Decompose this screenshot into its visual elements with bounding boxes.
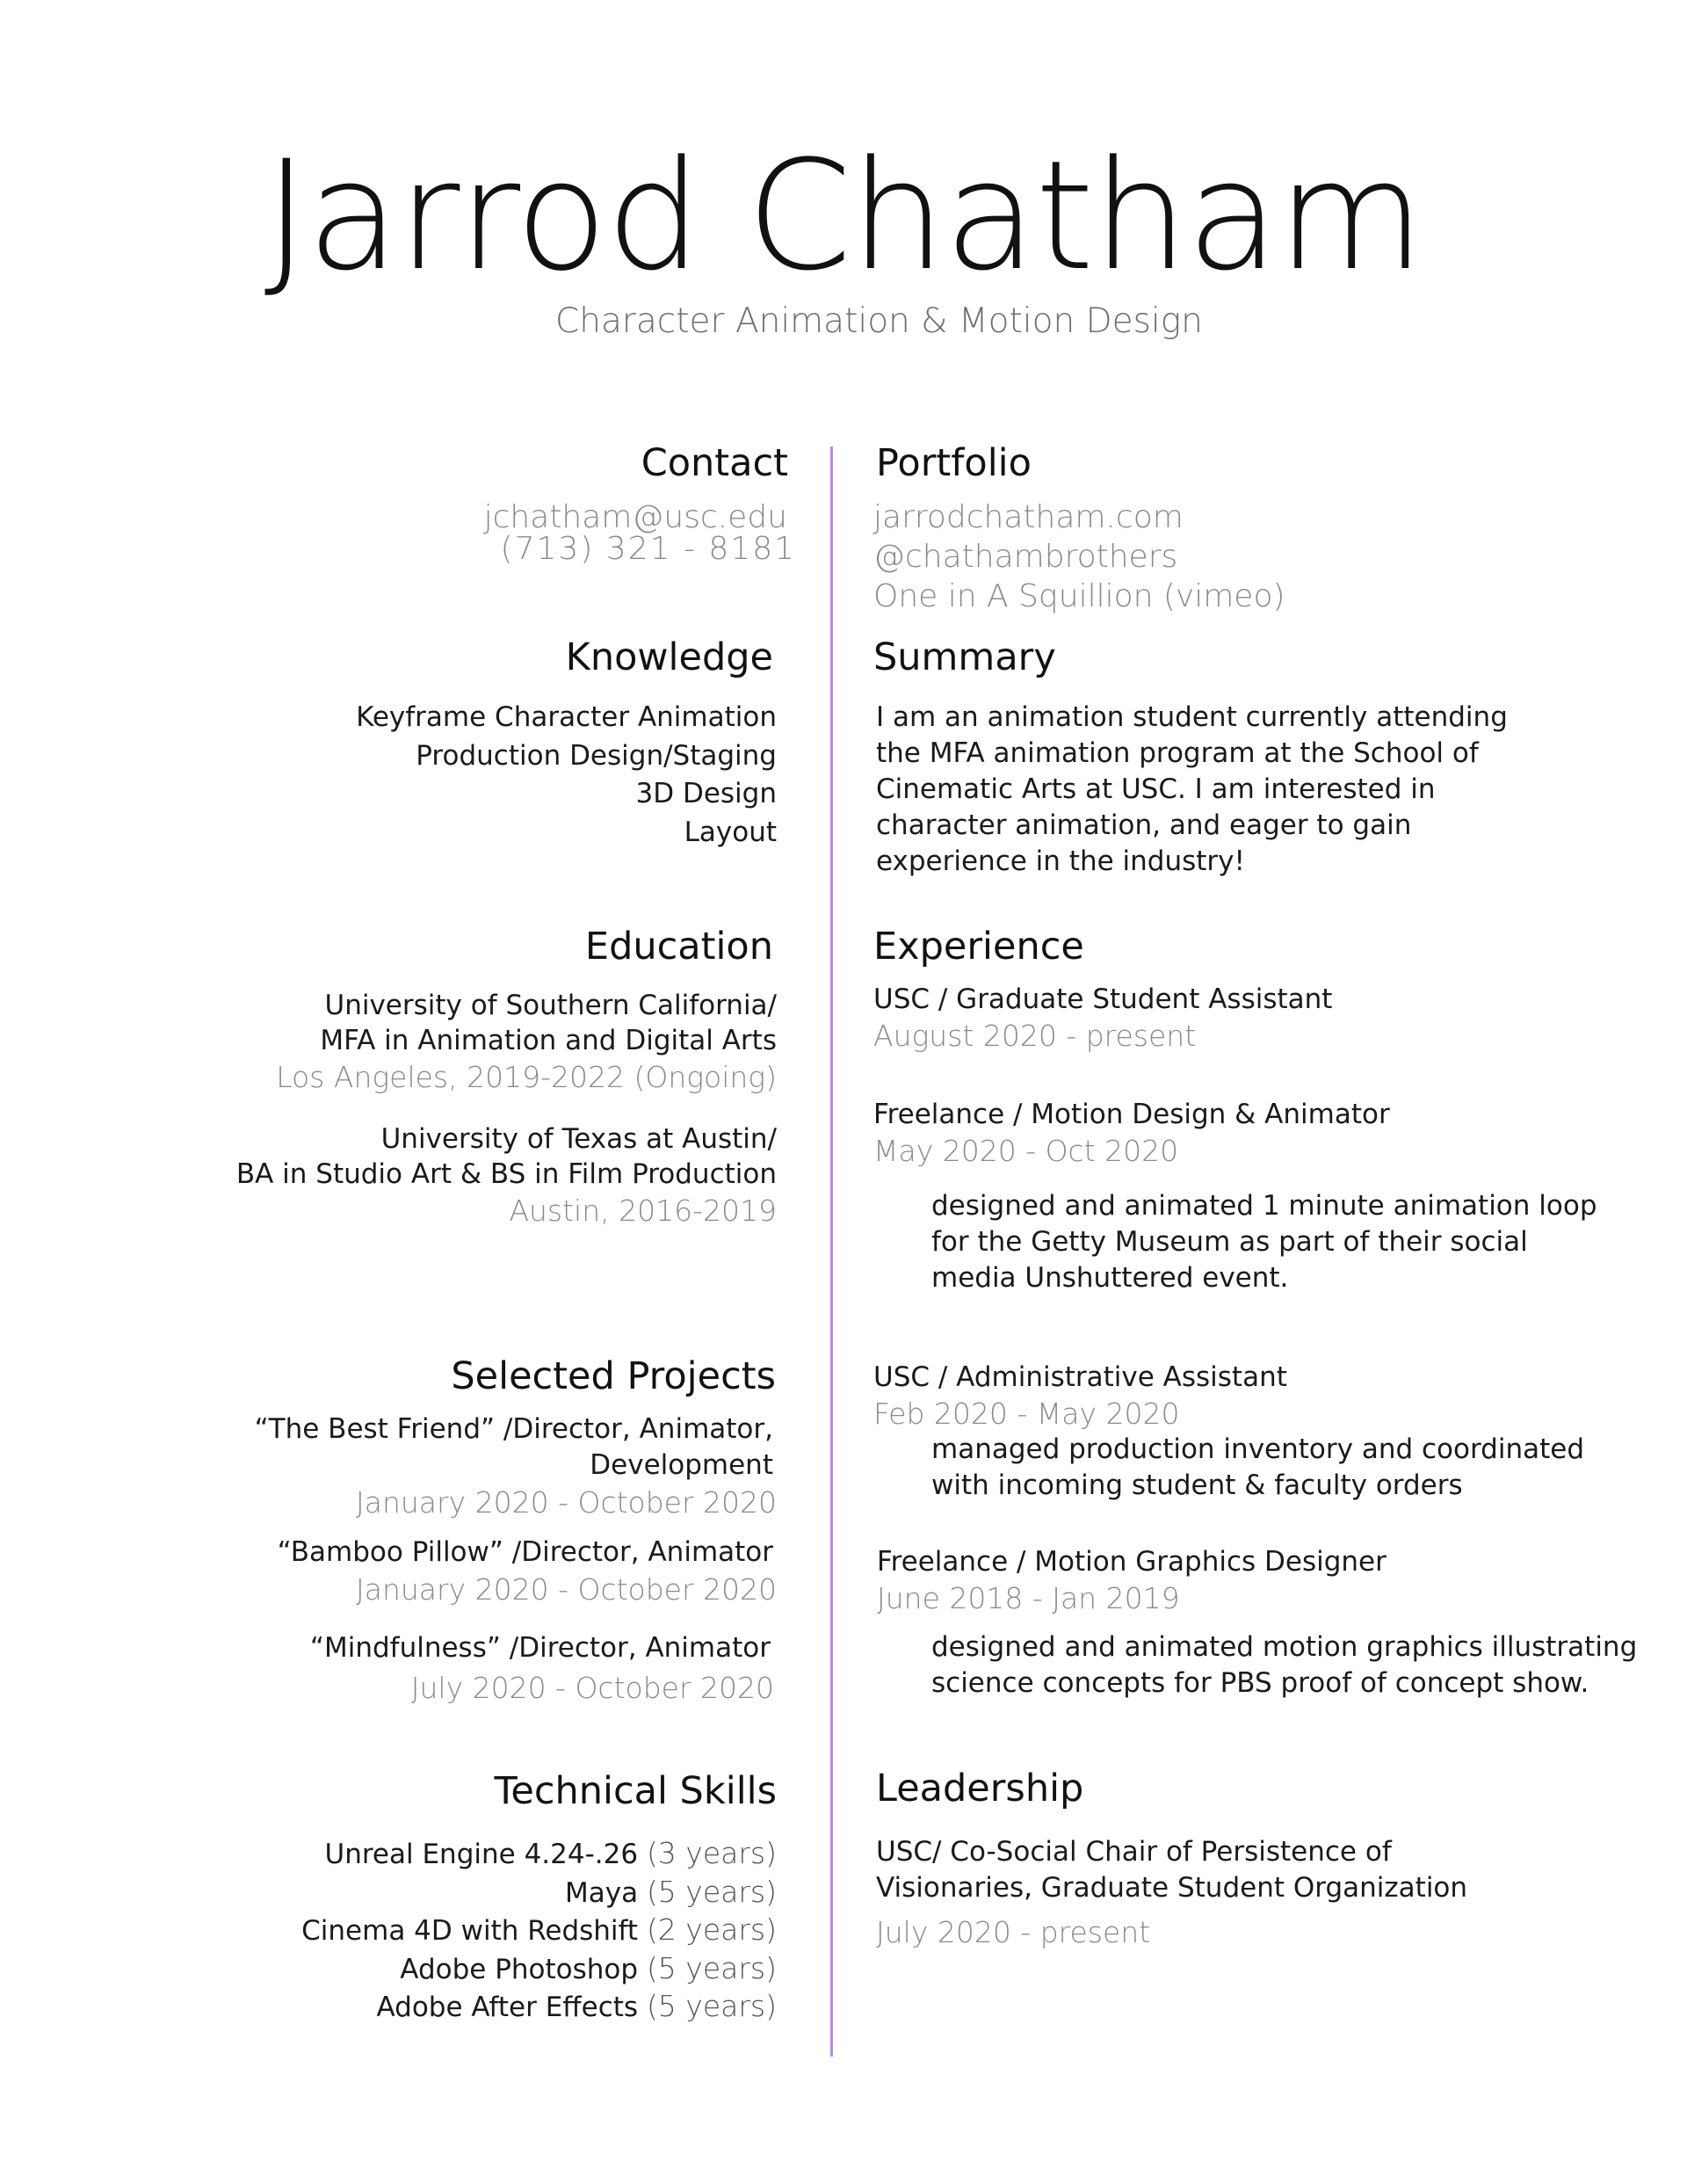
knowledge-heading: Knowledge bbox=[565, 635, 773, 679]
project-dates: January 2020 - October 2020 bbox=[356, 1572, 777, 1607]
skill-row bbox=[0, 1836, 777, 1877]
experience-desc-line: managed production inventory and coordinated bbox=[931, 1433, 1585, 1465]
skills-list bbox=[0, 1836, 777, 2030]
experience-entry bbox=[873, 1101, 1390, 1172]
resume-subtitle: Character Animation & Motion Design bbox=[555, 301, 1203, 341]
experience-desc-line: media Unshuttered event. bbox=[931, 1262, 1289, 1294]
experience-role: Freelance / Motion Design & Animator bbox=[873, 1099, 1390, 1130]
experience-dates: August 2020 - present bbox=[873, 1019, 1197, 1053]
skill-name: Unreal Engine 4.24-.26 bbox=[324, 1839, 639, 1870]
experience-dates: Feb 2020 - May 2020 bbox=[873, 1397, 1180, 1431]
experience-entry bbox=[873, 1361, 1287, 1434]
experience-dates: June 2018 - Jan 2019 bbox=[877, 1581, 1180, 1615]
project-title: “Mindfulness” /Director, Animator bbox=[309, 1632, 771, 1664]
contact-email[interactable]: jchatham@usc.edu bbox=[483, 499, 787, 535]
experience-desc-line: designed and animated 1 minute animation loop bbox=[931, 1190, 1597, 1222]
skill-years: (2 years) bbox=[646, 1912, 777, 1947]
education-heading: Education bbox=[584, 925, 773, 969]
experience-heading: Experience bbox=[873, 925, 1084, 969]
portfolio-social-link[interactable]: @chathambrothers bbox=[873, 539, 1178, 575]
experience-role: USC / Graduate Student Assistant bbox=[873, 983, 1333, 1015]
summary-line: experience in the industry! bbox=[876, 845, 1245, 877]
column-divider bbox=[830, 446, 833, 2057]
leadership-dates: July 2020 - present bbox=[876, 1915, 1151, 1949]
education-institution: University of Southern California/ bbox=[324, 990, 777, 1021]
leadership-entry bbox=[876, 1836, 1468, 1954]
skill-name: Adobe After Effects bbox=[376, 1992, 639, 2023]
skill-row bbox=[0, 1874, 777, 1916]
skill-name: Adobe Photoshop bbox=[400, 1953, 639, 1985]
summary-text bbox=[876, 701, 1508, 884]
summary-line: the MFA animation program at the School of bbox=[876, 737, 1479, 769]
project-entry bbox=[0, 1413, 777, 1524]
leadership-role: USC/ Co-Social Chair of Persistence of bbox=[876, 1836, 1392, 1868]
projects-heading: Selected Projects bbox=[451, 1354, 776, 1398]
resume-name: Jarrod Chatham bbox=[264, 127, 1423, 304]
skill-row bbox=[0, 1912, 777, 1954]
summary-heading: Summary bbox=[873, 635, 1056, 679]
knowledge-item: Layout bbox=[684, 816, 777, 848]
experience-description bbox=[931, 1433, 1585, 1508]
education-entry bbox=[0, 1123, 777, 1231]
knowledge-list bbox=[162, 701, 777, 857]
leadership-org: Visionaries, Graduate Student Organization bbox=[876, 1872, 1468, 1904]
experience-role: USC / Administrative Assistant bbox=[873, 1361, 1287, 1393]
contact-phone[interactable]: (713) 321 - 8181 bbox=[500, 531, 796, 567]
knowledge-item: Production Design/Staging bbox=[416, 739, 777, 772]
experience-description bbox=[931, 1631, 1638, 1706]
education-degree: BA in Studio Art & BS in Film Production bbox=[235, 1158, 777, 1190]
portfolio-list bbox=[873, 499, 1285, 620]
experience-description bbox=[931, 1190, 1597, 1301]
skill-row bbox=[0, 1950, 777, 1992]
skill-years: (3 years) bbox=[646, 1836, 777, 1870]
portfolio-vimeo-link[interactable]: One in A Squillion (vimeo) bbox=[873, 578, 1285, 614]
project-dates: January 2020 - October 2020 bbox=[356, 1485, 777, 1520]
skills-heading: Technical Skills bbox=[494, 1769, 777, 1813]
knowledge-item: 3D Design bbox=[635, 778, 777, 809]
leadership-heading: Leadership bbox=[876, 1767, 1084, 1810]
experience-desc-line: designed and animated motion graphics illustrating bbox=[931, 1631, 1638, 1663]
project-title: “Bamboo Pillow” /Director, Animator bbox=[277, 1536, 773, 1568]
education-entry bbox=[0, 992, 777, 1098]
education-meta: Los Angeles, 2019-2022 (Ongoing) bbox=[276, 1060, 777, 1094]
project-title-cont: Development bbox=[590, 1449, 773, 1481]
experience-desc-line: with incoming student & faculty orders bbox=[931, 1469, 1463, 1501]
experience-entry bbox=[873, 983, 1333, 1056]
knowledge-item: Keyframe Character Animation bbox=[356, 701, 777, 733]
skill-row bbox=[0, 1989, 777, 2030]
portfolio-heading: Portfolio bbox=[876, 441, 1032, 485]
experience-desc-line: for the Getty Museum as part of their social bbox=[931, 1226, 1528, 1258]
skill-name: Maya bbox=[564, 1876, 639, 1909]
portfolio-website-link[interactable]: jarrodchatham.com bbox=[873, 499, 1184, 535]
skill-years: (5 years) bbox=[646, 1989, 777, 2023]
education-institution: University of Texas at Austin/ bbox=[380, 1123, 777, 1155]
skill-years: (5 years) bbox=[646, 1874, 777, 1909]
experience-entry bbox=[877, 1546, 1387, 1619]
skill-name: Cinema 4D with Redshift bbox=[301, 1915, 639, 1947]
project-entry bbox=[0, 1632, 774, 1711]
education-degree: MFA in Animation and Digital Arts bbox=[320, 1025, 777, 1056]
experience-desc-line: science concepts for PBS proof of concept show. bbox=[931, 1667, 1589, 1699]
project-title: “The Best Friend” /Director, Animator, bbox=[254, 1413, 773, 1445]
experience-dates: May 2020 - Oct 2020 bbox=[873, 1134, 1179, 1168]
project-dates: July 2020 - October 2020 bbox=[410, 1670, 774, 1705]
experience-role: Freelance / Motion Graphics Designer bbox=[877, 1546, 1387, 1578]
education-meta: Austin, 2016-2019 bbox=[509, 1194, 777, 1228]
skill-years: (5 years) bbox=[646, 1950, 777, 1985]
summary-line: I am an animation student currently attending bbox=[876, 701, 1508, 733]
project-entry bbox=[0, 1536, 777, 1611]
summary-line: character animation, and eager to gain bbox=[876, 809, 1412, 841]
contact-heading: Contact bbox=[641, 441, 788, 485]
summary-line: Cinematic Arts at USC. I am interested in bbox=[876, 773, 1436, 805]
